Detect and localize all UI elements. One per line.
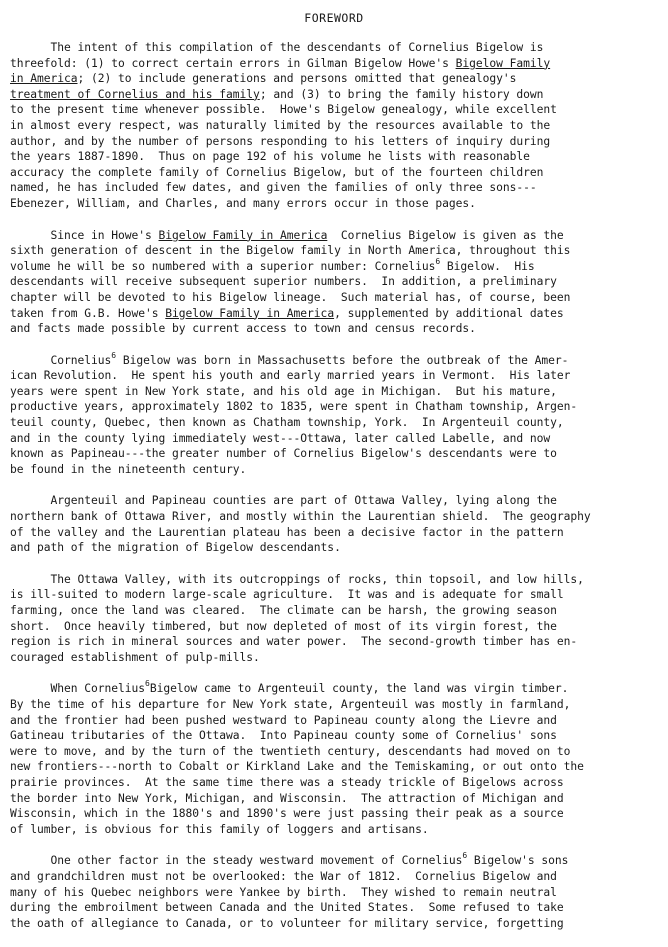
text-segment: Ebenezer, William, and Charles, and many errors occur in those pages.: [10, 196, 476, 210]
underlined-title: Bigelow Family in America: [158, 228, 328, 242]
text-line: [10, 603, 666, 619]
text-segment: Bigelow's sons: [467, 854, 569, 868]
text-segment: One other factor in the steady westward movement of Cornelius: [10, 854, 463, 868]
text-line: [10, 399, 666, 415]
text-segment: of the valley and the Laurentian plateau has been a decisive factor in the pattern: [10, 525, 564, 539]
paragraph: [10, 493, 666, 555]
superscript: 6: [145, 679, 150, 689]
foreword-body: [10, 40, 666, 947]
text-segment: the years 1887-1890. Thus on page 192 of his volume he lists with reasonable: [10, 150, 530, 164]
text-segment: short. Once heavily timbered, but now depleted of most of its virgin forest, the: [10, 619, 557, 633]
text-segment: The intent of this compilation of the descendants of Cornelius Bigelow is: [10, 41, 544, 54]
text-line: [10, 572, 666, 588]
text-line: [10, 900, 666, 916]
text-segment: and path of the migration of Bigelow descendants.: [10, 541, 341, 555]
text-segment: the oath of allegiance to Canada, or to volunteer for military service, forgetting: [10, 916, 564, 930]
text-segment: and the frontier had been pushed westward to Papineau county along the Lievre and: [10, 713, 557, 727]
underlined-title: in America: [10, 72, 78, 86]
text-line: [10, 180, 666, 196]
text-line: [10, 634, 666, 650]
text-segment: farming, once the land was cleared. The climate can be harsh, the growing season: [10, 604, 557, 617]
text-line: [10, 759, 666, 775]
text-segment: couraged establishment of pulp-mills.: [10, 650, 260, 664]
text-segment: threefold: (1) to correct certain errors in Gilman Bigelow Howe's: [10, 56, 456, 70]
text-segment: and grandchildren must not be overlooked: the War of 1812. Cornelius Bigelow and: [10, 869, 557, 883]
superscript: 6: [435, 256, 441, 266]
text-segment: accuracy the complete family of Cornelius Bigelow, but of the fourteen children: [10, 165, 544, 179]
text-line: [10, 462, 666, 478]
text-segment: northern bank of Ottawa River, and mostly within the Laurentian shield. The geography: [10, 510, 591, 524]
text-segment: prairie provinces. At the same time there was a steady trickle of Bigelows across: [10, 775, 564, 789]
text-segment: Bigelow. His: [440, 259, 535, 273]
paragraph: [10, 228, 666, 337]
text-segment: Cornelius: [10, 353, 112, 367]
text-segment: Bigelow was born in Massachusetts before the outbreak of the Amer-: [116, 353, 569, 367]
text-line: [10, 806, 666, 822]
text-segment: in almost every respect, was naturally limited by the resources available to the: [10, 118, 551, 132]
text-segment: sixth generation of descent in the Bigelow family in North America, throughout this: [10, 244, 571, 258]
text-segment: Argenteuil and Papineau counties are part of Ottawa Valley, lying along the: [10, 494, 557, 508]
paragraph: [10, 40, 666, 212]
text-line: [10, 775, 666, 791]
text-segment: the border into New York, Michigan, and Wisconsin. The attraction of Michigan and: [10, 791, 564, 805]
underlined-title: Bigelow Family in America: [165, 306, 335, 320]
paragraph: [10, 853, 666, 931]
underlined-title: treatment of Cornelius and his family: [10, 87, 260, 101]
text-segment: Wisconsin, which in the 1880's and 1890's were just passing their peak as a source: [10, 807, 564, 821]
page-title: FOREWORD: [304, 11, 364, 25]
text-segment: to the present time whenever possible. Howe's Bigelow genealogy, while excellent: [10, 103, 557, 117]
text-line: [10, 196, 666, 212]
text-line: [10, 431, 666, 447]
text-segment: author, and by the number of persons responding to his letters of inquiry during: [10, 134, 551, 148]
text-segment: Cornelius Bigelow is given as the: [327, 228, 564, 242]
text-line: [10, 274, 666, 290]
text-line: [10, 744, 666, 760]
text-line: [10, 290, 666, 306]
underlined-title: Bigelow Family: [455, 56, 551, 70]
text-line: [10, 713, 666, 729]
text-segment: ican Revolution. He spent his youth and early married years in Vermont. His later: [10, 369, 571, 383]
text-line: [10, 587, 666, 603]
text-segment: during the embroilment between Canada and the United States. Some refused to take: [10, 901, 564, 915]
text-line: [10, 40, 666, 56]
text-line: [10, 256, 666, 275]
text-line: [10, 697, 666, 713]
text-line: [10, 415, 666, 431]
text-line: [10, 321, 666, 337]
text-line: [10, 525, 666, 541]
text-segment: teuil county, Quebec, then known as Chatham township, York. In Argenteuil county,: [10, 416, 564, 430]
text-segment: productive years, approximately 1802 to 1835, were spent in Chatham township, Argen-: [10, 400, 578, 414]
text-segment: Bigelow came to Argenteuil county, the land was virgin timber.: [149, 682, 569, 696]
text-line: [10, 350, 666, 369]
text-line: [10, 243, 666, 259]
text-segment: Since in Howe's: [10, 228, 159, 242]
text-segment: years were spent in New York state, and his old age in Michigan. But his mature,: [10, 384, 557, 398]
text-segment: Gatineau tributaries of the Ottawa. Into Papineau county some of Cornelius' sons: [10, 729, 557, 743]
text-segment: known as Papineau---the greater number of Cornelius Bigelow's descendants were to: [10, 447, 557, 461]
text-segment: descendants will receive subsequent superior numbers. In addition, a preliminary: [10, 275, 557, 289]
text-line: [10, 619, 666, 635]
text-line: [10, 916, 666, 932]
text-line: [10, 728, 666, 744]
paragraph: [10, 350, 666, 478]
text-line: [10, 165, 666, 181]
text-line: [10, 118, 666, 134]
text-line: [10, 853, 666, 869]
text-segment: many of his Quebec neighbors were Yankee by birth. They wished to remain neutral: [10, 885, 557, 899]
text-segment: of lumber, is obvious for this family of loggers and artisans.: [10, 822, 429, 836]
text-line: [10, 509, 666, 525]
superscript: 6: [462, 851, 468, 861]
text-segment: new frontiers---north to Cobalt or Kirkland Lake and the Temiskaming, or out onto the: [10, 760, 584, 774]
text-segment: ; and (3) to bring the family history down: [259, 87, 544, 101]
text-line: [10, 869, 666, 885]
text-line: [10, 681, 666, 697]
text-segment: volume he will be so numbered with a superior number: Cornelius: [10, 259, 436, 273]
text-line: [10, 822, 666, 838]
text-line: [10, 306, 666, 322]
text-line: [10, 71, 666, 87]
superscript: 6: [111, 350, 117, 360]
text-segment: is ill-suited to modern large-scale agriculture. It was and is adequate for small: [10, 588, 564, 602]
text-line: [10, 384, 666, 400]
text-segment: chapter will be devoted to his Bigelow lineage. Such material has, of course, been: [10, 290, 571, 304]
text-line: [10, 149, 666, 165]
text-segment: region is rich in mineral sources and water power. The second-growth timber has en-: [10, 635, 578, 649]
text-segment: When Cornelius: [10, 682, 146, 696]
text-segment: be found in the nineteenth century.: [10, 462, 247, 476]
paragraph: [10, 572, 666, 666]
text-line: [10, 885, 666, 901]
text-line: [10, 102, 666, 118]
text-line: [10, 446, 666, 462]
text-segment: By the time of his departure for New York state, Argenteuil was mostly in farmland,: [10, 697, 571, 711]
text-segment: were to move, and by the turn of the twentieth century, descendants had moved on to: [10, 744, 571, 758]
text-line: [10, 791, 666, 807]
text-segment: The Ottawa Valley, with its outcroppings of rocks, thin topsoil, and low hills,: [10, 572, 584, 586]
text-line: [10, 134, 666, 150]
text-line: [10, 650, 666, 666]
text-segment: , supplemented by additional dates: [334, 306, 564, 320]
text-segment: and facts made possible by current access to town and census records.: [10, 322, 476, 336]
text-line: [10, 228, 666, 244]
paragraph: [10, 681, 666, 837]
text-segment: taken from G.B. Howe's: [10, 306, 166, 320]
text-line: [10, 87, 666, 103]
text-line: [10, 56, 666, 72]
text-line: [10, 493, 666, 509]
text-segment: named, he has included few dates, and given the families of only three sons---: [10, 181, 537, 195]
text-line: [10, 540, 666, 556]
text-segment: and in the county lying immediately west---Ottawa, later called Labelle, and now: [10, 431, 551, 445]
text-segment: ; (2) to include generations and persons omitted that genealogy's: [77, 72, 517, 86]
text-line: [10, 368, 666, 384]
